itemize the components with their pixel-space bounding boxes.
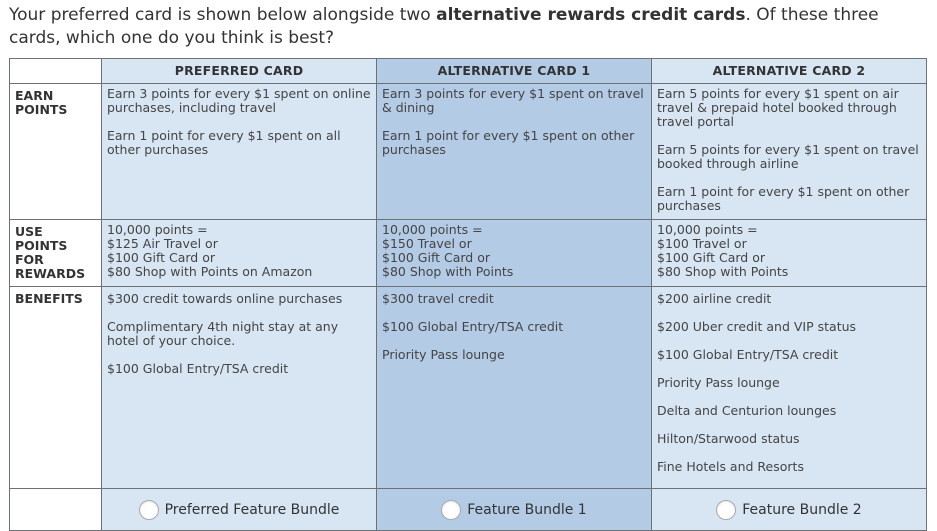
use-line: $100 Gift Card or <box>107 250 216 265</box>
earn-points-row <box>10 84 927 220</box>
option-preferred[interactable] <box>102 489 377 531</box>
use-line: $80 Shop with Points <box>382 264 514 279</box>
benefit-line: $200 airline credit <box>657 291 772 306</box>
use-line: $150 Travel or <box>382 236 472 251</box>
use-label-cell <box>10 220 102 287</box>
earn-line: Earn 1 point for every $1 spent on all other purchases <box>107 128 341 157</box>
earn-cell-alt2 <box>652 84 927 220</box>
benefit-line: Fine Hotels and Resorts <box>657 459 804 474</box>
question-prefix: Your preferred card is shown below alongside two <box>9 5 437 25</box>
earn-cell-preferred <box>102 84 377 220</box>
benefits-cell-alt1 <box>377 287 652 489</box>
option-label-preferred[interactable]: Preferred Feature Bundle <box>164 501 340 518</box>
use-line: $80 Shop with Points <box>657 264 789 279</box>
question-suffix: . Of these three cards, which one do you think is best? <box>9 5 879 48</box>
row-label-benefits: BENEFITS <box>15 291 83 306</box>
use-cell-preferred <box>102 220 377 287</box>
benefit-line: Delta and Centurion lounges <box>657 403 837 418</box>
use-points-row <box>10 220 927 287</box>
header-alternative-card-1: ALTERNATIVE CARD 1 <box>377 59 652 84</box>
option-label-bundle-1[interactable]: Feature Bundle 1 <box>467 501 587 518</box>
earn-line: Earn 1 point for every $1 spent on other purchases <box>382 128 635 157</box>
radio-feature-bundle-1[interactable] <box>441 500 461 520</box>
radio-feature-bundle-2[interactable] <box>716 500 736 520</box>
earn-line: Earn 1 point for every $1 spent on other purchases <box>657 184 910 213</box>
use-line: $125 Air Travel or <box>107 236 218 251</box>
benefit-line: Hilton/Starwood status <box>657 431 800 446</box>
option-bundle-1[interactable] <box>377 489 652 531</box>
earn-line: Earn 5 points for every $1 spent on air travel & prepaid hotel booked through travel portal <box>657 86 899 129</box>
header-row <box>10 59 927 84</box>
earn-line: Earn 3 points for every $1 spent on online purchases, including travel <box>107 86 371 115</box>
header-blank <box>10 59 102 84</box>
benefit-line: $100 Global Entry/TSA credit <box>657 347 839 362</box>
use-line: $100 Gift Card or <box>657 250 766 265</box>
options-blank-cell <box>10 489 102 531</box>
use-line: 10,000 points = <box>657 222 758 237</box>
options-row <box>10 489 927 531</box>
option-bundle-2[interactable] <box>652 489 927 531</box>
benefits-row <box>10 287 927 489</box>
use-line: 10,000 points = <box>107 222 208 237</box>
use-line: 10,000 points = <box>382 222 483 237</box>
benefit-line: Priority Pass lounge <box>657 375 780 390</box>
use-line: $100 Travel or <box>657 236 747 251</box>
earn-label-cell <box>10 84 102 220</box>
benefit-line: $200 Uber credit and VIP status <box>657 319 857 334</box>
earn-line: Earn 3 points for every $1 spent on travel & dining <box>382 86 644 115</box>
use-cell-alt2 <box>652 220 927 287</box>
row-label-earn: EARN POINTS <box>15 88 68 117</box>
earn-line: Earn 5 points for every $1 spent on travel booked through airline <box>657 142 919 171</box>
use-line: $100 Gift Card or <box>382 250 491 265</box>
benefit-line: Priority Pass lounge <box>382 347 505 362</box>
question-text <box>9 4 929 50</box>
benefit-line: $300 travel credit <box>382 291 494 306</box>
comparison-table <box>9 58 927 531</box>
use-line: $80 Shop with Points on Amazon <box>107 264 313 279</box>
header-alternative-card-2: ALTERNATIVE CARD 2 <box>652 59 927 84</box>
benefit-line: Complimentary 4th night stay at any hotel of your choice. <box>107 319 339 348</box>
option-label-bundle-2[interactable]: Feature Bundle 2 <box>742 501 862 518</box>
header-preferred-card: PREFERRED CARD <box>102 59 377 84</box>
radio-preferred-bundle[interactable] <box>139 500 159 520</box>
benefit-line: $100 Global Entry/TSA credit <box>107 361 289 376</box>
benefits-label-cell <box>10 287 102 489</box>
benefits-cell-alt2 <box>652 287 927 489</box>
row-label-use: USE POINTS FOR REWARDS <box>15 224 86 281</box>
question-bold: alternative rewards credit cards <box>436 5 746 25</box>
benefit-line: $100 Global Entry/TSA credit <box>382 319 564 334</box>
earn-cell-alt1 <box>377 84 652 220</box>
benefits-cell-preferred <box>102 287 377 489</box>
use-cell-alt1 <box>377 220 652 287</box>
benefit-line: $300 credit towards online purchases <box>107 291 343 306</box>
